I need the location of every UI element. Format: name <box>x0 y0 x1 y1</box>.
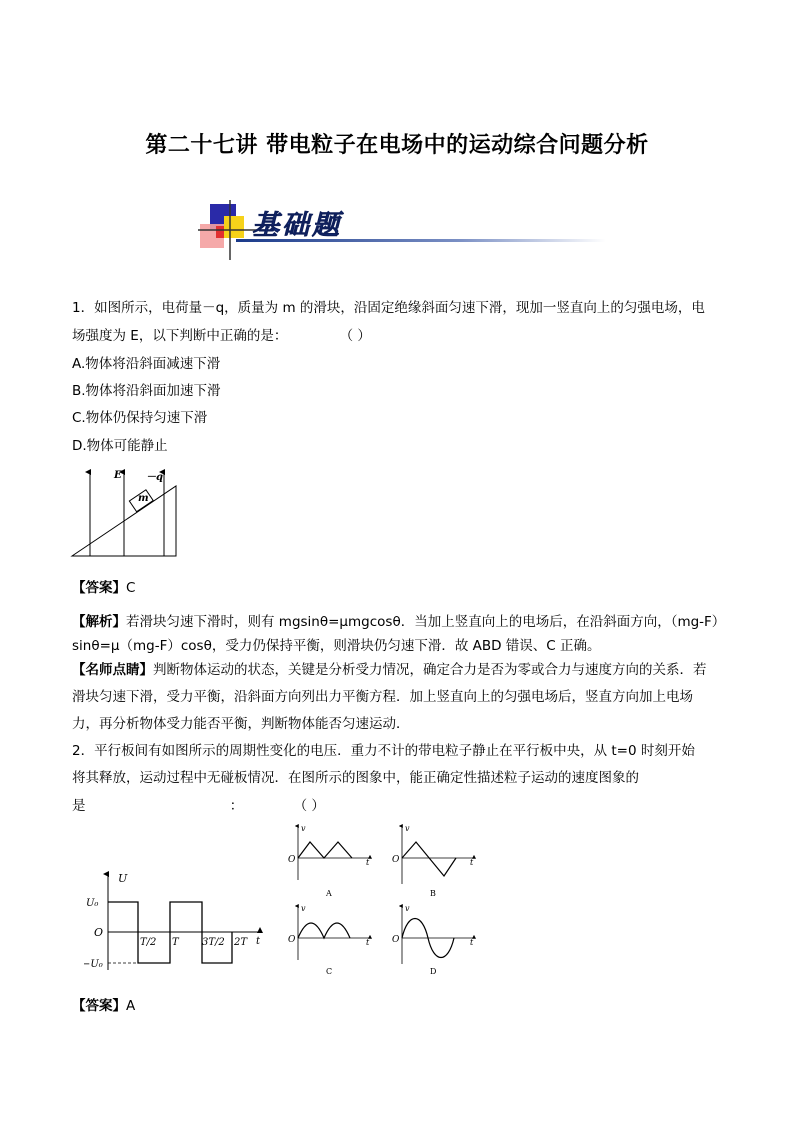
graph-c-curve <box>298 923 350 938</box>
q1-stem-line1: 1．如图所示，电荷量－q，质量为 m 的滑块，沿固定绝缘斜面匀速下滑，现加一竖直向上的匀强电场，电 <box>72 300 705 316</box>
q1-figure <box>66 466 196 568</box>
graph-c-o: O <box>288 935 296 945</box>
tick-2t: 2T <box>234 937 248 948</box>
tick-t: T <box>172 937 179 948</box>
q1-answer-value: C <box>126 580 136 596</box>
q1-comment-line3: 力，再分析物体受力能否平衡，判断物体能否匀速运动． <box>72 716 410 732</box>
banner-graphic <box>196 198 606 262</box>
graph-d-t: t <box>470 938 474 947</box>
q1-analysis-text1: 若滑块匀速下滑时，则有 mgsinθ=μmgcosθ．当加上竖直向上的电场后，在沿斜面方向，（mg-F） <box>126 614 726 630</box>
u-label: U <box>118 872 128 885</box>
graph-d-letter: D <box>430 967 437 976</box>
field-e-label: E <box>114 470 122 481</box>
q1-answer-paren: （ ） <box>339 328 371 344</box>
option-graph-d <box>392 904 474 976</box>
q2-answer <box>72 996 135 1016</box>
banner-text: 基础题 <box>252 210 342 241</box>
graph-a-letter: A <box>326 889 332 898</box>
q1-answer-tag: 【答案】 <box>72 580 126 596</box>
q2-stem-line3 <box>72 796 325 816</box>
q1-comment-tag: 【名师点睛】 <box>72 662 153 678</box>
option-graph-b <box>392 824 474 898</box>
graph-b-o: O <box>392 855 400 865</box>
q1-comment-line2: 滑块匀速下滑，受力平衡，沿斜面方向列出力平衡方程．加上竖直向上的匀强电场后，竖直方向加上电场 <box>72 689 693 705</box>
q1-option-b: B.物体将沿斜面加速下滑 <box>72 383 221 399</box>
q2-answer-paren: （ ） <box>293 798 325 814</box>
q2-stem-line3-start: 是 <box>72 798 86 814</box>
q1-stem-text: 场强度为 E，以下判断中正确的是： <box>72 328 288 344</box>
graph-a-o: O <box>288 855 296 865</box>
origin-label: O <box>94 926 104 939</box>
option-graph-a <box>288 824 370 898</box>
q1-answer <box>72 578 135 598</box>
q1-analysis-line2: sinθ=μ（mg-F）cosθ，受力仍保持平衡，则滑块仍匀速下滑．故 ABD 错误、C 正确。 <box>72 638 601 654</box>
u0-label: U₀ <box>86 898 99 909</box>
option-graph-c <box>288 904 370 976</box>
tick-t-half: T/2 <box>140 937 157 948</box>
q2-stem-line1: 2．平行板间有如图所示的周期性变化的电压．重力不计的带电粒子静止在平行板中央，从 t=0 时刻开始 <box>72 743 695 759</box>
q2-answer-value: A <box>126 998 136 1014</box>
graph-b-letter: B <box>430 889 436 898</box>
q2-option-graphs <box>286 822 486 982</box>
q1-analysis-line1 <box>72 612 725 632</box>
graph-b-v: v <box>405 824 410 833</box>
graph-c-t: t <box>366 938 370 947</box>
graph-c-letter: C <box>326 967 333 976</box>
q1-stem-line2 <box>72 326 371 346</box>
graph-d-v: v <box>405 904 410 913</box>
graph-c-v: v <box>301 904 306 913</box>
graph-a-curve <box>298 842 352 858</box>
q2-answer-tag: 【答案】 <box>72 998 126 1014</box>
graph-b-t: t <box>470 858 474 867</box>
q2-stem-line3-colon: ： <box>229 798 244 814</box>
banner-yellow-square <box>224 216 244 238</box>
q1-analysis-tag: 【解析】 <box>72 614 126 630</box>
charge-label: －q <box>146 472 163 483</box>
graph-a-t: t <box>366 858 370 867</box>
q2-stem-line2: 将其释放，运动过程中无碰板情况．在图所示的图象中，能正确定性描述粒子运动的速度图象的 <box>72 770 639 786</box>
q1-option-c: C.物体仍保持匀速下滑 <box>72 410 208 426</box>
t-axis-label: t <box>256 936 261 947</box>
q1-option-d: D.物体可能静止 <box>72 438 168 454</box>
graph-a-v: v <box>301 824 306 833</box>
page-title: 第二十七讲 带电粒子在电场中的运动综合问题分析 <box>145 132 649 158</box>
tick-3t-half: 3T/2 <box>202 937 225 948</box>
q1-option-a: A.物体将沿斜面减速下滑 <box>72 356 221 372</box>
graph-b-curve <box>402 842 456 876</box>
section-banner <box>196 198 606 262</box>
neg-u0-label: −U₀ <box>84 959 103 970</box>
q1-comment-text1: 判断物体运动的状态，关键是分析受力情况，确定合力是否为零或合力与速度方向的关系．若 <box>153 662 707 678</box>
q2-voltage-graph <box>84 870 274 976</box>
banner-red-square <box>216 226 224 238</box>
graph-d-o: O <box>392 935 400 945</box>
q1-comment-line1 <box>72 660 707 680</box>
mass-label: m <box>138 493 149 504</box>
